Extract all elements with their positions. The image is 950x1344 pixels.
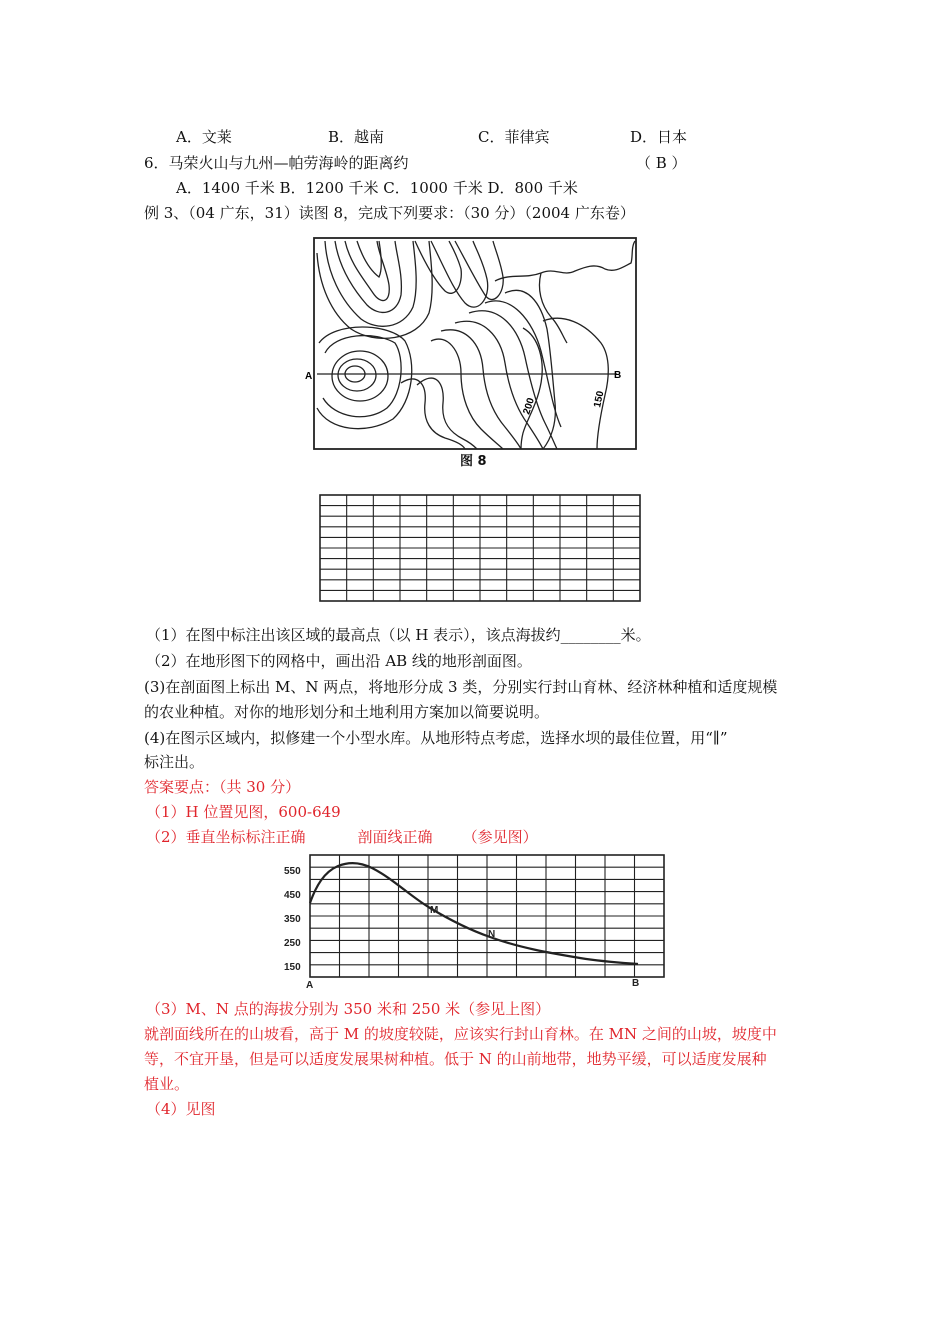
- profile-figure: [280, 850, 670, 990]
- answer-2-part1: （2）垂直坐标标注正确: [146, 828, 306, 846]
- q5-options: [176, 127, 687, 147]
- answer-2-part2: 剖面线正确: [357, 828, 433, 846]
- answer-1: （1）H 位置见图，600-649: [146, 803, 341, 821]
- answer-3-line4: 植业。: [144, 1075, 190, 1093]
- q5-option-b: B．越南: [328, 128, 385, 146]
- profile-point-m: M: [430, 905, 439, 916]
- q6-answer: （ B ）: [636, 154, 687, 172]
- topo-map-figure: [305, 233, 645, 473]
- profile-point-b: B: [632, 978, 640, 989]
- figure8-caption: 图 8: [460, 454, 487, 469]
- profile-curve: [310, 863, 638, 964]
- answer-3-line1: （3）M、N 点的海拔分别为 350 米和 250 米（参见上图）: [146, 1000, 551, 1018]
- q5-option-d: D．日本: [630, 128, 688, 146]
- answer-2-part3: （参见图）: [462, 828, 538, 846]
- contour-label-200: 200: [521, 396, 538, 416]
- profile-point-a: A: [306, 980, 314, 990]
- answer-2: [146, 827, 538, 847]
- profile-y-tick-350: 350: [284, 914, 301, 925]
- answer-4: （4）见图: [146, 1100, 216, 1118]
- topo-point-b: B: [614, 370, 622, 381]
- profile-y-tick-550: 550: [284, 866, 301, 877]
- profile-y-tick-150: 150: [284, 962, 301, 973]
- contour-label-150: 150: [592, 390, 607, 409]
- q6-options: A．1400 千米 B．1200 千米 C．1000 千米 D．800 千米: [176, 179, 578, 197]
- profile-point-n: N: [488, 929, 496, 940]
- empty-profile-grid: [318, 493, 644, 605]
- answers-heading: 答案要点：（共 30 分）: [144, 778, 301, 796]
- profile-y-tick-450: 450: [284, 890, 301, 901]
- question-3-line2: 的农业种植。对你的地形划分和土地利用方案加以简要说明。: [144, 703, 550, 721]
- example3-heading: 例 3、（04 广东，31）读图 8，完成下列要求：（30 分）（2004 广东卷）: [144, 204, 635, 222]
- answer-3-line3: 等，不宜开垦，但是可以适度发展果树种植。低于 N 的山前地带，地势平缓，可以适度发展种: [144, 1050, 767, 1068]
- question-3-line1: (3)在剖面图上标出 M、N 两点，将地形分成 3 类，分别实行封山育林、经济林种植和适度规模: [144, 678, 778, 696]
- q5-option-a: A．文莱: [176, 128, 232, 146]
- question-4-line2: 标注出。: [144, 753, 205, 771]
- q5-option-c: C．菲律宾: [478, 128, 550, 146]
- answer-3-line2: 就剖面线所在的山坡看，高于 M 的坡度较陡，应该实行封山育林。在 MN 之间的山坡，坡度中: [144, 1025, 777, 1043]
- q6-stem: 6．马荣火山与九州—帕劳海岭的距离约: [144, 154, 409, 172]
- profile-y-tick-250: 250: [284, 938, 301, 949]
- question-1: （1）在图中标注出该区域的最高点（以 H 表示），该点海拔约________米。: [146, 626, 651, 644]
- question-2: （2）在地形图下的网格中，画出沿 AB 线的地形剖面图。: [146, 652, 532, 670]
- topo-point-a: A: [305, 371, 313, 382]
- question-4-line1: (4)在图示区域内，拟修建一个小型水库。从地形特点考虑，选择水坝的最佳位置，用“∥”: [144, 729, 728, 747]
